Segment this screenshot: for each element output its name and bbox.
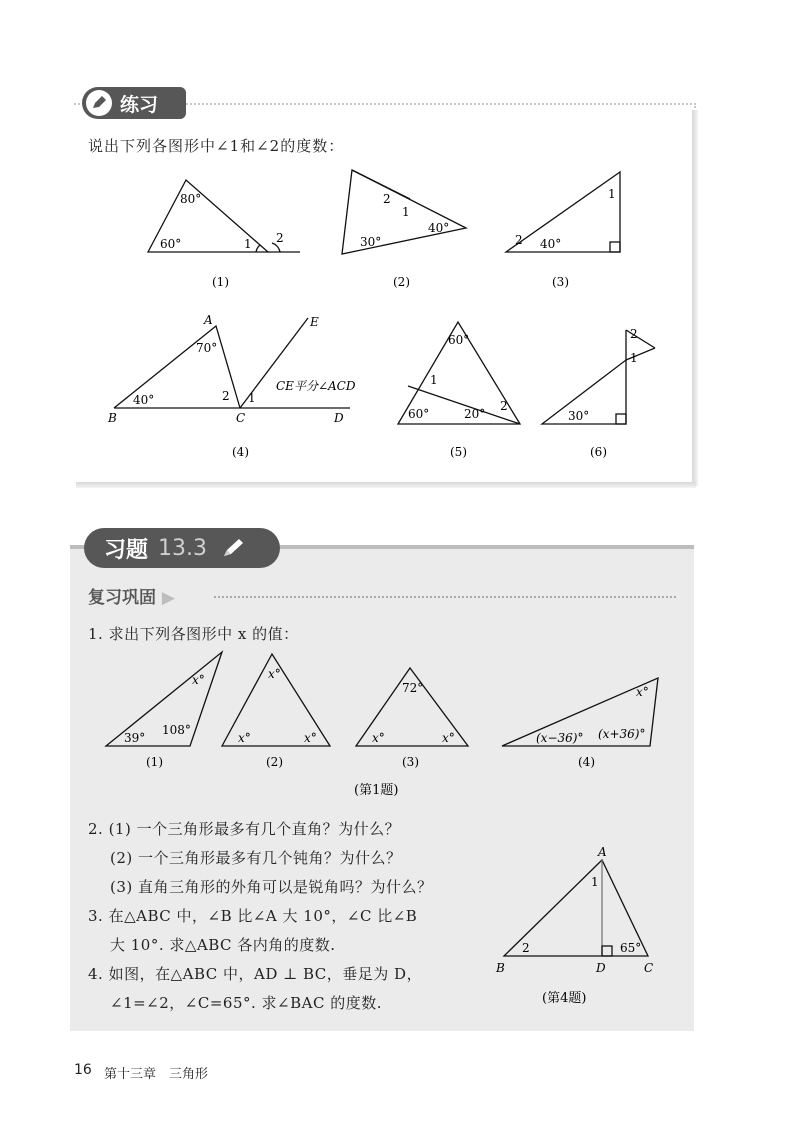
- question-1: 1. 求出下列各图形中 x 的值：: [88, 625, 299, 643]
- fig3-caption: (3): [552, 275, 569, 289]
- q1-fig3-x-right: x°: [442, 731, 455, 745]
- practice-instruction: 说出下列各图形中∠1和∠2的度数：: [88, 137, 345, 155]
- chapter-title: 第十三章 三角形: [104, 1067, 209, 1082]
- fig5-label-1: 1: [430, 373, 438, 387]
- fig6-label-2: 2: [630, 327, 638, 341]
- fig3-angle: 40°: [540, 237, 562, 251]
- exercise-tab-number: 13.3: [158, 535, 207, 561]
- fig5-caption: (5): [450, 445, 467, 459]
- q4-label-A: A: [598, 845, 607, 859]
- page-number: 16: [74, 1062, 92, 1078]
- fig3-label-2: 2: [515, 233, 523, 247]
- fig4-label-2: 2: [222, 389, 230, 403]
- question-2-part-3: (3) 直角三角形的外角可以是锐角吗？为什么？: [110, 878, 433, 896]
- question-3-line-2: 大 10°. 求△ABC 各内角的度数.: [110, 936, 336, 954]
- q4-angle-65: 65°: [620, 941, 642, 955]
- fig2-label-1: 1: [402, 205, 410, 219]
- q1-caption: (第1题): [354, 783, 399, 798]
- q4-caption: (第4题): [542, 991, 587, 1006]
- fig1-label-1: 1: [244, 237, 252, 251]
- fig4-angle-40: 40°: [133, 393, 155, 407]
- fig1-angle-left: 60°: [160, 237, 182, 251]
- question-4-line-1: 4. 如图，在△ABC 中，AD ⊥ BC，垂足为 D，: [88, 965, 423, 983]
- fig6-angle-30: 30°: [568, 409, 590, 423]
- practice-tab-label: 练习: [120, 93, 159, 116]
- q1-fig4-caption: (4): [578, 755, 595, 769]
- fig5-angle-top: 60°: [448, 333, 470, 347]
- fig4-note: CE平分∠ACD: [276, 379, 356, 393]
- question-2-part-1: 2. (1) 一个三角形最多有几个直角？为什么？: [88, 820, 401, 838]
- q1-fig1-x: x°: [192, 673, 205, 687]
- q1-fig1-108: 108°: [162, 723, 191, 737]
- q4-label-D: D: [596, 961, 606, 975]
- q1-fig3-72: 72°: [402, 681, 424, 695]
- q1-fig2-caption: (2): [266, 755, 283, 769]
- fig6-label-1: 1: [630, 351, 638, 365]
- q1-fig4-x-plus-36: (x+36)°: [598, 727, 646, 741]
- q1-fig1-caption: (1): [146, 755, 163, 769]
- fig2-label-2: 2: [383, 192, 391, 206]
- question-2-part-2: (2) 一个三角形最多有几个钝角？为什么？: [110, 849, 402, 867]
- q4-label-1: 1: [591, 875, 599, 889]
- fig4-label-A: A: [204, 313, 213, 327]
- fig3-label-1: 1: [608, 187, 616, 201]
- q1-fig2-x-top: x°: [268, 667, 281, 681]
- exercise-tab-label: 习题: [104, 537, 149, 563]
- q1-fig4-x-minus-36: (x−36)°: [536, 731, 584, 745]
- fig5-angle-left: 60°: [408, 407, 430, 421]
- fig2-caption: (2): [393, 275, 410, 289]
- q4-label-C: C: [644, 961, 654, 975]
- q1-fig1-39: 39°: [124, 731, 146, 745]
- fig4-label-C: C: [236, 411, 246, 425]
- q1-fig3-x-left: x°: [372, 731, 385, 745]
- q4-label-B: B: [496, 961, 505, 975]
- question-4-line-2: ∠1=∠2，∠C=65°. 求∠BAC 的度数.: [110, 994, 382, 1012]
- fig4-angle-70: 70°: [196, 341, 218, 355]
- fig2-angle-left: 30°: [360, 235, 382, 249]
- question-3-line-1: 3. 在△ABC 中，∠B 比∠A 大 10°，∠C 比∠B: [88, 907, 418, 925]
- fig1-label-2: 2: [276, 231, 284, 245]
- fig6-caption: (6): [590, 445, 607, 459]
- q1-fig4-x: x°: [636, 685, 649, 699]
- q1-fig2-x-right: x°: [304, 731, 317, 745]
- fig2-angle-right: 40°: [428, 221, 450, 235]
- fig4-label-E: E: [310, 315, 319, 329]
- q1-fig2-x-left: x°: [238, 731, 251, 745]
- fig1-angle-top: 80°: [180, 192, 202, 206]
- fig4-label-1: 1: [248, 391, 256, 405]
- review-heading-text: 复习巩固: [88, 588, 156, 608]
- fig1-caption: (1): [212, 275, 229, 289]
- q4-label-2: 2: [522, 941, 530, 955]
- triangle-arrow-icon: ▶: [161, 588, 175, 608]
- fig4-label-B: B: [108, 411, 117, 425]
- q1-fig3-caption: (3): [402, 755, 419, 769]
- fig4-label-D: D: [334, 411, 344, 425]
- fig4-caption: (4): [232, 445, 249, 459]
- fig5-angle-mid: 20°: [464, 407, 486, 421]
- fig5-label-2: 2: [500, 399, 508, 413]
